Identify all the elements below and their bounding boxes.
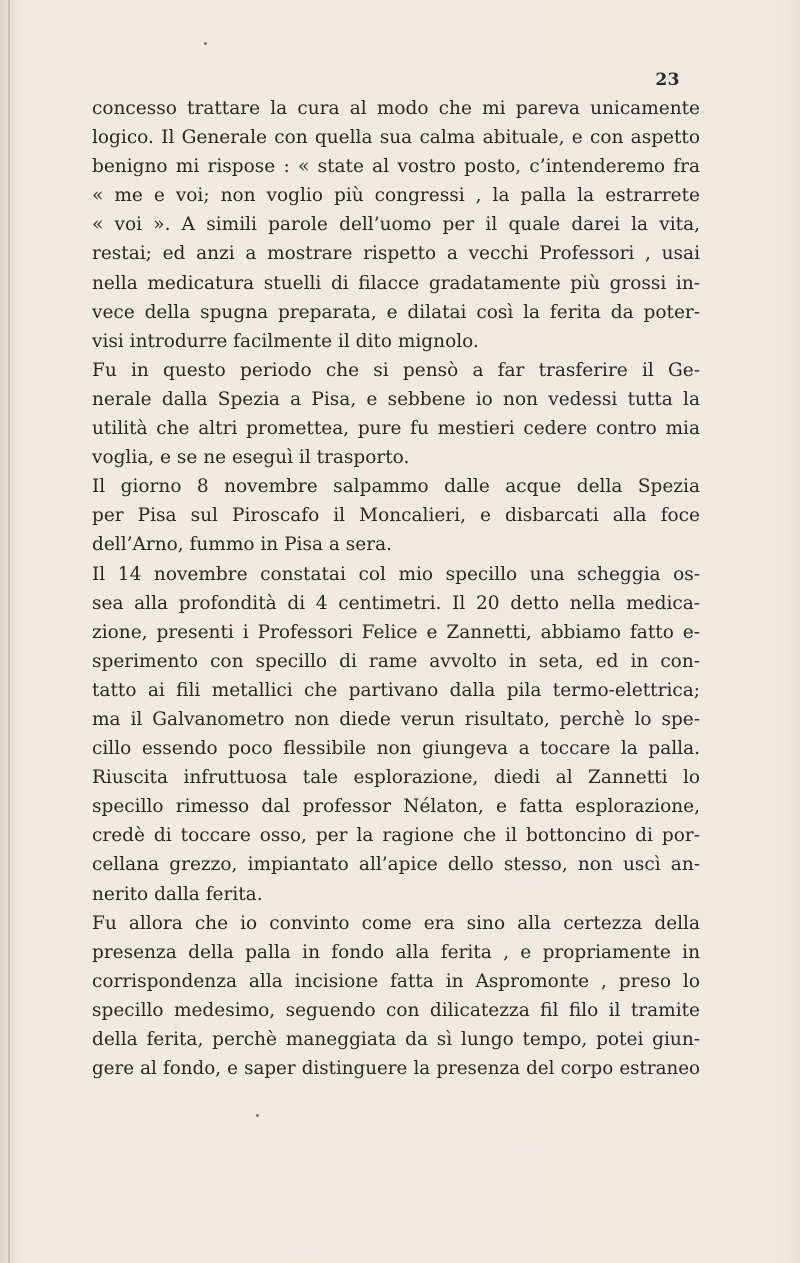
text-line: cellana grezzo, impiantato all’apice dello stesso, non uscì an- bbox=[92, 854, 700, 876]
text-line: zione, presenti i Professori Felice e Zannetti, abbiamo fatto e- bbox=[92, 621, 700, 643]
text-line: « me e voi; non voglio più congressi , la palla la estrarrete bbox=[92, 185, 700, 207]
text-line: utilità che altri promettea, pure fu mestieri cedere contro mia bbox=[92, 418, 700, 440]
text-line: Fu in questo periodo che si pensò a far trasferire il Ge- bbox=[92, 359, 700, 381]
binding-gutter bbox=[8, 0, 10, 1263]
text-line: visi introdurre facilmente il dito mignolo. bbox=[92, 330, 479, 352]
text-line: nerale dalla Spezia a Pisa, e sebbene io non vedessi tutta la bbox=[92, 388, 700, 410]
text-line: specillo rimesso dal professor Nélaton, e fatta esplorazione, bbox=[92, 796, 700, 818]
text-line: presenza della palla in fondo alla ferita , e propriamente in bbox=[92, 941, 700, 963]
text-line: sea alla profondità di 4 centimetri. Il 20 detto nella medica- bbox=[92, 592, 700, 614]
text-line: ma il Galvanometro non diede verun risultato, perchè lo spe- bbox=[92, 708, 700, 730]
text-line: Il giorno 8 novembre salpammo dalle acque della Spezia bbox=[92, 476, 700, 498]
text-line: « voi ». A simili parole dell’uomo per il quale darei la vita, bbox=[92, 214, 700, 236]
page-number: 23 bbox=[655, 70, 680, 90]
text-line: gere al fondo, e saper distinguere la presenza del corpo estraneo bbox=[92, 1058, 700, 1080]
text-line: per Pisa sul Piroscafo il Moncalieri, e disbarcati alla foce bbox=[92, 505, 700, 527]
text-line: corrispondenza alla incisione fatta in Aspromonte , preso lo bbox=[92, 970, 700, 992]
text-line: concesso trattare la cura al modo che mi pareva unicamente bbox=[92, 98, 700, 119]
text-line: cillo essendo poco flessibile non giungeva a toccare la palla. bbox=[92, 738, 700, 760]
paper-speck bbox=[256, 1114, 259, 1117]
text-line: specillo medesimo, seguendo con dilicatezza fil filo il tramite bbox=[92, 999, 700, 1021]
text-line: dell’Arno, fummo in Pisa a sera. bbox=[92, 534, 392, 556]
text-line: sperimento con specillo di rame avvolto in seta, ed in con- bbox=[92, 650, 700, 672]
text-line: voglia, e se ne eseguì il trasporto. bbox=[92, 447, 410, 469]
text-line: della ferita, perchè maneggiata da sì lungo tempo, potei giun- bbox=[92, 1029, 700, 1050]
text-line: logico. Il Generale con quella sua calma abituale, e con aspetto bbox=[92, 127, 700, 149]
text-line: credè di toccare osso, per la ragione che il bottoncino di por- bbox=[92, 825, 700, 847]
text-line: Riuscita infruttuosa tale esplorazione, diedi al Zannetti lo bbox=[92, 767, 700, 789]
text-line: Fu allora che io convinto come era sino alla certezza della bbox=[92, 912, 700, 934]
text-line: vece della spugna preparata, e dilatai così la ferita da poter- bbox=[92, 301, 700, 323]
text-line: Il 14 novembre constatai col mio specillo una scheggia os- bbox=[92, 563, 700, 585]
text-line: tatto ai fili metallici che partivano dalla pila termo-elettrica; bbox=[92, 679, 700, 701]
paper-speck bbox=[204, 42, 207, 45]
text-line: benigno mi rispose : « state al vostro posto, c’intenderemo fra bbox=[92, 156, 700, 178]
text-line: nella medicatura stuelli di filacce gradatamente più grossi in- bbox=[92, 272, 700, 294]
text-line: restai; ed anzi a mostrare rispetto a vecchi Professori , usai bbox=[92, 243, 700, 265]
body-text bbox=[92, 94, 700, 1083]
text-line: nerito dalla ferita. bbox=[92, 883, 263, 905]
